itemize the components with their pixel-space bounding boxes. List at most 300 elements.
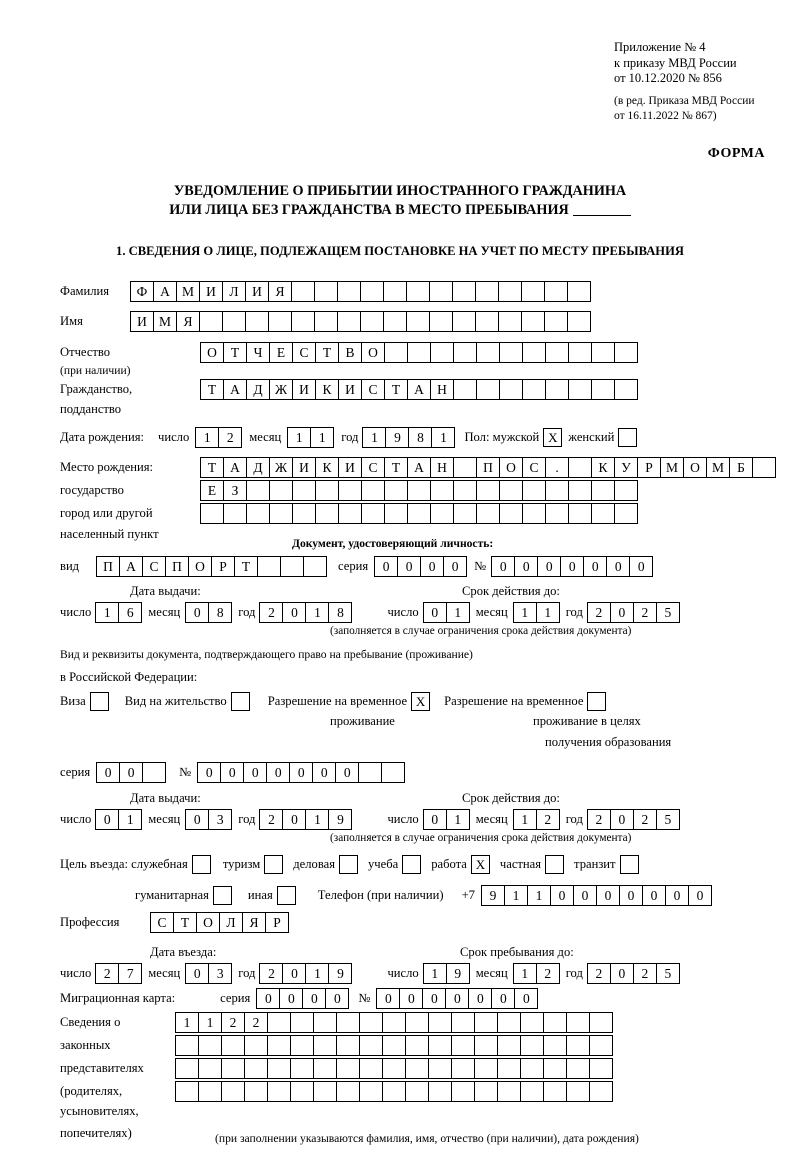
form-cell[interactable] xyxy=(545,480,569,501)
doc-valid-month-cells[interactable] xyxy=(513,602,559,623)
form-cell[interactable] xyxy=(360,281,384,302)
form-cell[interactable] xyxy=(522,480,546,501)
form-cell[interactable]: 9 xyxy=(328,809,352,830)
form-cell[interactable]: 0 xyxy=(243,762,267,783)
form-cell[interactable]: 0 xyxy=(289,762,313,783)
form-cell[interactable] xyxy=(499,480,523,501)
form-cell[interactable] xyxy=(520,1035,544,1056)
form-cell[interactable] xyxy=(452,281,476,302)
form-cell[interactable] xyxy=(142,762,166,783)
form-cell[interactable]: 1 xyxy=(195,427,219,448)
form-cell[interactable]: 0 xyxy=(468,988,492,1009)
form-cell[interactable]: 0 xyxy=(96,762,120,783)
form-cell[interactable] xyxy=(451,1081,475,1102)
form-cell[interactable]: 0 xyxy=(376,988,400,1009)
form-cell[interactable]: И xyxy=(199,281,223,302)
form-cell[interactable]: 2 xyxy=(259,809,283,830)
form-cell[interactable] xyxy=(221,1035,245,1056)
form-cell[interactable] xyxy=(269,480,293,501)
form-cell[interactable] xyxy=(522,342,546,363)
form-cell[interactable]: 9 xyxy=(446,963,470,984)
form-cell[interactable]: У xyxy=(614,457,638,478)
form-cell[interactable] xyxy=(405,1012,429,1033)
form-cell[interactable] xyxy=(475,281,499,302)
form-cell[interactable] xyxy=(221,1058,245,1079)
form-cell[interactable]: И xyxy=(338,379,362,400)
form-cell[interactable] xyxy=(246,480,270,501)
form-cell[interactable]: 7 xyxy=(118,963,142,984)
form-cell[interactable]: 1 xyxy=(513,602,537,623)
form-cell[interactable]: 0 xyxy=(423,602,447,623)
form-cell[interactable]: 1 xyxy=(527,885,551,906)
form-cell[interactable] xyxy=(313,1012,337,1033)
form-cell[interactable]: И xyxy=(130,311,154,332)
form-cell[interactable]: 0 xyxy=(514,556,538,577)
form-cell[interactable] xyxy=(407,480,431,501)
form-cell[interactable]: 1 xyxy=(446,809,470,830)
form-cell[interactable]: 1 xyxy=(175,1012,199,1033)
form-cell[interactable]: Я xyxy=(176,311,200,332)
form-cell[interactable]: 0 xyxy=(399,988,423,1009)
form-cell[interactable]: 1 xyxy=(305,963,329,984)
form-cell[interactable]: И xyxy=(338,457,362,478)
citizenship-cells[interactable] xyxy=(200,379,637,400)
legal-rep-cells-3[interactable] xyxy=(175,1058,612,1079)
form-cell[interactable] xyxy=(315,480,339,501)
birth-year-cells[interactable] xyxy=(362,427,454,448)
stay-day-cells[interactable] xyxy=(423,963,469,984)
mcard-number-cells[interactable] xyxy=(376,988,537,1009)
form-cell[interactable] xyxy=(382,1035,406,1056)
form-cell[interactable] xyxy=(614,342,638,363)
permit-issue-month-cells[interactable] xyxy=(185,809,231,830)
form-cell[interactable] xyxy=(521,281,545,302)
form-cell[interactable]: 0 xyxy=(610,809,634,830)
name-cells[interactable] xyxy=(130,311,590,332)
form-cell[interactable]: 6 xyxy=(118,602,142,623)
form-cell[interactable]: 0 xyxy=(610,602,634,623)
checkbox-purpose-humanitarian[interactable] xyxy=(213,886,232,905)
checkbox-purpose-study[interactable] xyxy=(402,855,421,874)
form-cell[interactable] xyxy=(589,1058,613,1079)
form-cell[interactable] xyxy=(568,457,592,478)
form-cell[interactable]: 0 xyxy=(537,556,561,577)
form-cell[interactable] xyxy=(498,311,522,332)
form-cell[interactable] xyxy=(336,1081,360,1102)
permit-series-cells[interactable] xyxy=(96,762,165,783)
form-cell[interactable]: П xyxy=(165,556,189,577)
birthplace-state-cells[interactable] xyxy=(200,457,775,478)
form-cell[interactable]: 0 xyxy=(197,762,221,783)
form-cell[interactable]: 5 xyxy=(656,602,680,623)
form-cell[interactable] xyxy=(614,480,638,501)
form-cell[interactable]: 0 xyxy=(374,556,398,577)
form-cell[interactable] xyxy=(384,480,408,501)
form-cell[interactable] xyxy=(313,1058,337,1079)
form-cell[interactable] xyxy=(336,1058,360,1079)
form-cell[interactable]: 2 xyxy=(633,809,657,830)
form-cell[interactable] xyxy=(280,556,304,577)
form-cell[interactable] xyxy=(198,1035,222,1056)
form-cell[interactable]: Т xyxy=(315,342,339,363)
surname-cells[interactable] xyxy=(130,281,590,302)
form-cell[interactable]: 0 xyxy=(302,988,326,1009)
form-cell[interactable] xyxy=(199,311,223,332)
form-cell[interactable]: 1 xyxy=(95,602,119,623)
form-cell[interactable] xyxy=(499,503,523,524)
form-cell[interactable] xyxy=(359,1012,383,1033)
form-cell[interactable] xyxy=(223,503,247,524)
form-cell[interactable]: С xyxy=(361,457,385,478)
form-cell[interactable] xyxy=(476,342,500,363)
form-cell[interactable]: 0 xyxy=(445,988,469,1009)
form-cell[interactable] xyxy=(566,1035,590,1056)
form-cell[interactable] xyxy=(544,281,568,302)
profession-cells[interactable] xyxy=(150,912,288,933)
form-cell[interactable] xyxy=(566,1058,590,1079)
form-cell[interactable] xyxy=(589,1081,613,1102)
form-cell[interactable] xyxy=(451,1058,475,1079)
form-cell[interactable]: 0 xyxy=(220,762,244,783)
form-cell[interactable] xyxy=(429,281,453,302)
form-cell[interactable] xyxy=(361,480,385,501)
form-cell[interactable]: М xyxy=(176,281,200,302)
form-cell[interactable]: 1 xyxy=(310,427,334,448)
form-cell[interactable]: А xyxy=(153,281,177,302)
form-cell[interactable] xyxy=(315,503,339,524)
permit-issue-year-cells[interactable] xyxy=(259,809,351,830)
form-cell[interactable]: 0 xyxy=(560,556,584,577)
form-cell[interactable] xyxy=(520,1081,544,1102)
checkbox-sex-male[interactable]: Х xyxy=(543,428,562,447)
form-cell[interactable] xyxy=(382,1058,406,1079)
form-cell[interactable] xyxy=(474,1058,498,1079)
form-cell[interactable]: 1 xyxy=(513,809,537,830)
form-cell[interactable] xyxy=(475,311,499,332)
form-cell[interactable] xyxy=(566,1081,590,1102)
form-cell[interactable]: О xyxy=(361,342,385,363)
form-cell[interactable] xyxy=(359,1035,383,1056)
form-cell[interactable] xyxy=(314,281,338,302)
stay-year-cells[interactable] xyxy=(587,963,679,984)
form-cell[interactable] xyxy=(474,1035,498,1056)
form-cell[interactable] xyxy=(520,1012,544,1033)
form-cell[interactable] xyxy=(198,1058,222,1079)
form-cell[interactable] xyxy=(499,379,523,400)
form-cell[interactable] xyxy=(499,342,523,363)
form-cell[interactable]: Б xyxy=(729,457,753,478)
form-cell[interactable]: Д xyxy=(246,457,270,478)
form-cell[interactable] xyxy=(476,480,500,501)
checkbox-purpose-work[interactable]: Х xyxy=(471,855,490,874)
form-cell[interactable] xyxy=(406,281,430,302)
form-cell[interactable] xyxy=(222,311,246,332)
form-cell[interactable] xyxy=(476,379,500,400)
doc-issue-year-cells[interactable] xyxy=(259,602,351,623)
form-cell[interactable]: 0 xyxy=(279,988,303,1009)
doc-number-cells[interactable] xyxy=(491,556,652,577)
form-cell[interactable] xyxy=(474,1081,498,1102)
form-cell[interactable] xyxy=(497,1058,521,1079)
birth-month-cells[interactable] xyxy=(287,427,333,448)
form-cell[interactable]: 0 xyxy=(629,556,653,577)
form-cell[interactable]: 0 xyxy=(583,556,607,577)
form-cell[interactable]: М xyxy=(153,311,177,332)
form-cell[interactable]: 1 xyxy=(423,963,447,984)
form-cell[interactable] xyxy=(589,1035,613,1056)
form-cell[interactable] xyxy=(221,1081,245,1102)
form-cell[interactable]: 0 xyxy=(95,809,119,830)
phone-cells[interactable] xyxy=(481,885,711,906)
form-cell[interactable] xyxy=(568,379,592,400)
form-cell[interactable]: А xyxy=(119,556,143,577)
form-cell[interactable]: 1 xyxy=(198,1012,222,1033)
checkbox-visa[interactable] xyxy=(90,692,109,711)
form-cell[interactable]: 0 xyxy=(420,556,444,577)
form-cell[interactable] xyxy=(291,311,315,332)
form-cell[interactable]: Т xyxy=(200,457,224,478)
form-cell[interactable]: О xyxy=(683,457,707,478)
form-cell[interactable]: 2 xyxy=(536,809,560,830)
form-cell[interactable] xyxy=(522,503,546,524)
form-cell[interactable] xyxy=(543,1081,567,1102)
form-cell[interactable]: Е xyxy=(200,480,224,501)
form-cell[interactable] xyxy=(407,503,431,524)
patronymic-cells[interactable] xyxy=(200,342,637,363)
form-cell[interactable] xyxy=(267,1035,291,1056)
form-cell[interactable] xyxy=(522,379,546,400)
form-cell[interactable] xyxy=(384,342,408,363)
form-cell[interactable] xyxy=(383,281,407,302)
form-cell[interactable]: О xyxy=(196,912,220,933)
form-cell[interactable] xyxy=(338,480,362,501)
checkbox-edu-residence[interactable] xyxy=(587,692,606,711)
form-cell[interactable]: И xyxy=(245,281,269,302)
form-cell[interactable]: К xyxy=(315,457,339,478)
form-cell[interactable] xyxy=(290,1012,314,1033)
form-cell[interactable] xyxy=(543,1012,567,1033)
form-cell[interactable]: . xyxy=(545,457,569,478)
form-cell[interactable]: А xyxy=(223,457,247,478)
doc-kind-cells[interactable] xyxy=(96,556,326,577)
doc-valid-day-cells[interactable] xyxy=(423,602,469,623)
form-cell[interactable] xyxy=(382,1012,406,1033)
form-cell[interactable]: Т xyxy=(223,342,247,363)
form-cell[interactable]: П xyxy=(96,556,120,577)
form-cell[interactable] xyxy=(407,342,431,363)
form-cell[interactable]: С xyxy=(150,912,174,933)
checkbox-purpose-official[interactable] xyxy=(192,855,211,874)
form-cell[interactable] xyxy=(200,503,224,524)
doc-series-cells[interactable] xyxy=(374,556,466,577)
form-cell[interactable]: 0 xyxy=(619,885,643,906)
form-cell[interactable] xyxy=(359,1058,383,1079)
form-cell[interactable]: А xyxy=(407,457,431,478)
form-cell[interactable]: Т xyxy=(384,379,408,400)
checkbox-purpose-other[interactable] xyxy=(277,886,296,905)
birth-day-cells[interactable] xyxy=(195,427,241,448)
form-cell[interactable]: О xyxy=(499,457,523,478)
form-cell[interactable]: 0 xyxy=(610,963,634,984)
checkbox-residence[interactable] xyxy=(231,692,250,711)
form-cell[interactable]: 2 xyxy=(221,1012,245,1033)
form-cell[interactable] xyxy=(338,503,362,524)
form-cell[interactable] xyxy=(568,480,592,501)
form-cell[interactable] xyxy=(568,503,592,524)
form-cell[interactable] xyxy=(566,1012,590,1033)
form-cell[interactable] xyxy=(290,1081,314,1102)
form-cell[interactable]: 3 xyxy=(208,809,232,830)
form-cell[interactable] xyxy=(453,342,477,363)
form-cell[interactable] xyxy=(245,311,269,332)
mcard-series-cells[interactable] xyxy=(256,988,348,1009)
form-cell[interactable] xyxy=(269,503,293,524)
form-cell[interactable] xyxy=(591,480,615,501)
form-cell[interactable] xyxy=(591,379,615,400)
form-cell[interactable] xyxy=(521,311,545,332)
form-cell[interactable]: 2 xyxy=(95,963,119,984)
form-cell[interactable]: 0 xyxy=(491,556,515,577)
form-cell[interactable] xyxy=(591,503,615,524)
form-cell[interactable] xyxy=(291,281,315,302)
form-cell[interactable] xyxy=(359,1081,383,1102)
form-cell[interactable]: А xyxy=(407,379,431,400)
form-cell[interactable]: 0 xyxy=(325,988,349,1009)
form-cell[interactable]: П xyxy=(476,457,500,478)
form-cell[interactable] xyxy=(497,1081,521,1102)
form-cell[interactable] xyxy=(360,311,384,332)
form-cell[interactable]: В xyxy=(338,342,362,363)
form-cell[interactable]: 1 xyxy=(305,809,329,830)
form-cell[interactable] xyxy=(614,379,638,400)
form-cell[interactable] xyxy=(257,556,281,577)
form-cell[interactable]: 0 xyxy=(335,762,359,783)
form-cell[interactable] xyxy=(428,1035,452,1056)
form-cell[interactable] xyxy=(384,503,408,524)
form-cell[interactable]: 0 xyxy=(491,988,515,1009)
form-cell[interactable]: 0 xyxy=(596,885,620,906)
form-cell[interactable]: 0 xyxy=(119,762,143,783)
form-cell[interactable] xyxy=(292,503,316,524)
form-cell[interactable]: 1 xyxy=(118,809,142,830)
form-cell[interactable]: С xyxy=(142,556,166,577)
form-cell[interactable] xyxy=(361,503,385,524)
form-cell[interactable] xyxy=(430,503,454,524)
form-cell[interactable] xyxy=(429,311,453,332)
form-cell[interactable] xyxy=(545,379,569,400)
form-cell[interactable]: Р xyxy=(211,556,235,577)
form-cell[interactable] xyxy=(545,342,569,363)
form-cell[interactable]: 2 xyxy=(259,602,283,623)
form-cell[interactable]: 0 xyxy=(573,885,597,906)
form-cell[interactable] xyxy=(543,1035,567,1056)
form-cell[interactable]: 0 xyxy=(642,885,666,906)
form-cell[interactable]: 0 xyxy=(282,963,306,984)
form-cell[interactable] xyxy=(567,311,591,332)
form-cell[interactable]: Н xyxy=(430,379,454,400)
form-cell[interactable]: 0 xyxy=(688,885,712,906)
form-cell[interactable]: 0 xyxy=(665,885,689,906)
form-cell[interactable]: 1 xyxy=(305,602,329,623)
form-cell[interactable] xyxy=(314,311,338,332)
form-cell[interactable] xyxy=(498,281,522,302)
legal-rep-cells-2[interactable] xyxy=(175,1035,612,1056)
form-cell[interactable] xyxy=(244,1035,268,1056)
form-cell[interactable] xyxy=(452,311,476,332)
form-cell[interactable]: 9 xyxy=(328,963,352,984)
form-cell[interactable]: 2 xyxy=(633,602,657,623)
form-cell[interactable]: 9 xyxy=(385,427,409,448)
form-cell[interactable] xyxy=(175,1035,199,1056)
form-cell[interactable] xyxy=(175,1058,199,1079)
form-cell[interactable] xyxy=(405,1035,429,1056)
form-cell[interactable]: 8 xyxy=(408,427,432,448)
form-cell[interactable]: Р xyxy=(265,912,289,933)
form-cell[interactable]: Н xyxy=(430,457,454,478)
form-cell[interactable] xyxy=(520,1058,544,1079)
form-cell[interactable] xyxy=(198,1081,222,1102)
form-cell[interactable] xyxy=(428,1012,452,1033)
form-cell[interactable] xyxy=(453,480,477,501)
form-cell[interactable]: 0 xyxy=(266,762,290,783)
form-cell[interactable]: Л xyxy=(222,281,246,302)
checkbox-purpose-tourism[interactable] xyxy=(264,855,283,874)
form-cell[interactable] xyxy=(337,281,361,302)
form-cell[interactable]: Т xyxy=(384,457,408,478)
form-cell[interactable] xyxy=(313,1081,337,1102)
form-cell[interactable] xyxy=(382,1081,406,1102)
doc-valid-year-cells[interactable] xyxy=(587,602,679,623)
form-cell[interactable]: 0 xyxy=(185,963,209,984)
form-cell[interactable] xyxy=(336,1012,360,1033)
form-cell[interactable]: 1 xyxy=(446,602,470,623)
form-cell[interactable]: 0 xyxy=(185,602,209,623)
form-cell[interactable]: Я xyxy=(242,912,266,933)
form-cell[interactable]: Ф xyxy=(130,281,154,302)
form-cell[interactable]: М xyxy=(706,457,730,478)
form-cell[interactable]: М xyxy=(660,457,684,478)
doc-issue-day-cells[interactable] xyxy=(95,602,141,623)
form-cell[interactable] xyxy=(405,1058,429,1079)
form-cell[interactable]: Ж xyxy=(269,457,293,478)
checkbox-temp-residence[interactable]: Х xyxy=(411,692,430,711)
form-cell[interactable]: 0 xyxy=(256,988,280,1009)
form-cell[interactable] xyxy=(267,1012,291,1033)
form-cell[interactable]: С xyxy=(522,457,546,478)
form-cell[interactable] xyxy=(268,311,292,332)
form-cell[interactable] xyxy=(591,342,615,363)
birthplace-city-cells-2[interactable] xyxy=(200,503,637,524)
form-cell[interactable]: 0 xyxy=(282,602,306,623)
form-cell[interactable] xyxy=(290,1035,314,1056)
form-cell[interactable]: 2 xyxy=(633,963,657,984)
form-cell[interactable]: И xyxy=(292,457,316,478)
form-cell[interactable]: 8 xyxy=(208,602,232,623)
form-cell[interactable]: 5 xyxy=(656,809,680,830)
entry-day-cells[interactable] xyxy=(95,963,141,984)
form-cell[interactable]: 2 xyxy=(259,963,283,984)
form-cell[interactable]: Т xyxy=(200,379,224,400)
form-cell[interactable] xyxy=(405,1081,429,1102)
form-cell[interactable] xyxy=(336,1035,360,1056)
form-cell[interactable] xyxy=(567,281,591,302)
birthplace-city-cells-1[interactable] xyxy=(200,480,637,501)
form-cell[interactable]: Р xyxy=(637,457,661,478)
form-cell[interactable]: 0 xyxy=(606,556,630,577)
form-cell[interactable]: 0 xyxy=(282,809,306,830)
form-cell[interactable] xyxy=(543,1058,567,1079)
doc-issue-month-cells[interactable] xyxy=(185,602,231,623)
